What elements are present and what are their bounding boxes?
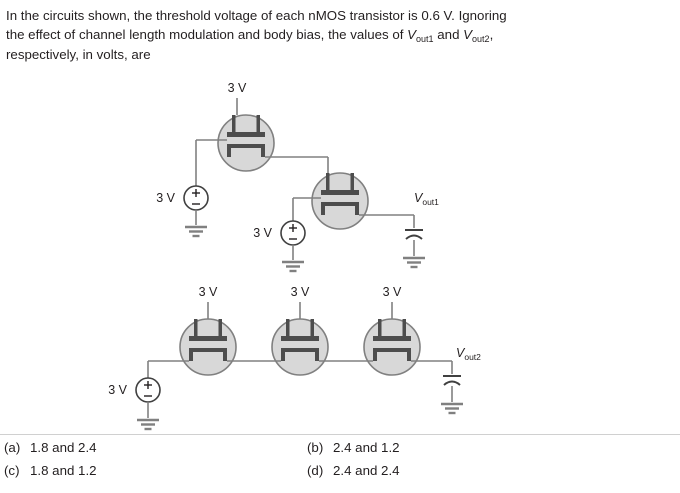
- question-line-2-and: and: [433, 27, 464, 43]
- circuit1-supply-label: 3 V: [227, 81, 247, 95]
- question-text: [6, 6, 672, 64]
- answer-a-text: 1.8 and 2.4: [30, 440, 97, 455]
- section-divider: [0, 434, 680, 435]
- vout2-symbol: V: [463, 27, 473, 43]
- question-line-2-part-1: the effect of channel length modulation and body bias, the values of: [6, 27, 408, 43]
- transistor-m1: [218, 115, 274, 171]
- answer-row-1: [0, 440, 680, 463]
- ground-5: [441, 404, 463, 413]
- question-line-1: In the circuits shown, the threshold voltage of each nMOS transistor is 0.6 V. Ignoring: [6, 8, 507, 23]
- voltage-source-1: [184, 186, 208, 210]
- output-cap-1: [405, 230, 423, 239]
- answer-a-label: (a): [4, 440, 21, 455]
- answer-c-label: (c): [4, 463, 20, 478]
- question-line-3: respectively, in volts, are: [6, 46, 151, 62]
- voltage-source-3: [136, 378, 160, 402]
- transistor-m3: [180, 319, 236, 375]
- answer-option-a[interactable]: [4, 440, 97, 455]
- answer-option-b[interactable]: [307, 440, 400, 455]
- voltage-source-2: [281, 221, 305, 245]
- circuit2-source-label: 3 V: [108, 383, 127, 397]
- vout2-label: $V_{out2}$: [456, 346, 481, 362]
- circuit2-gate2-label: 3 V: [290, 285, 310, 299]
- vout1-subscript: out1: [416, 34, 434, 45]
- vout1-label: $V_{out1}$: [414, 191, 439, 207]
- answer-b-text: 2.4 and 1.2: [333, 440, 400, 455]
- circuit-diagram-svg: [0, 78, 680, 438]
- vout2-subscript: out2: [472, 34, 490, 45]
- circuit1-source2-label: 3 V: [253, 226, 272, 240]
- answer-c-text: 1.8 and 1.2: [30, 463, 97, 478]
- answer-d-label: (d): [307, 463, 324, 478]
- answer-b-label: (b): [307, 440, 324, 455]
- answer-d-text: 2.4 and 2.4: [333, 463, 400, 478]
- answer-row-2: [0, 463, 680, 486]
- circuit1-source1-label: 3 V: [156, 191, 175, 205]
- answer-option-d[interactable]: [307, 463, 400, 478]
- transistor-m2: [312, 173, 368, 229]
- circuit-figure: [0, 78, 680, 438]
- circuit2-gate1-label: 3 V: [198, 285, 218, 299]
- ground-1: [185, 227, 207, 236]
- question-line-2-end: ,: [489, 27, 494, 43]
- answer-options: [0, 440, 680, 486]
- ground-4: [137, 420, 159, 429]
- ground-2: [282, 262, 304, 271]
- vout1-symbol: V: [407, 27, 417, 43]
- ground-3: [403, 258, 425, 267]
- transistor-m4: [272, 319, 328, 375]
- output-cap-2: [443, 376, 461, 385]
- transistor-m5: [364, 319, 420, 375]
- answer-option-c[interactable]: [4, 463, 97, 478]
- circuit2-gate3-label: 3 V: [382, 285, 402, 299]
